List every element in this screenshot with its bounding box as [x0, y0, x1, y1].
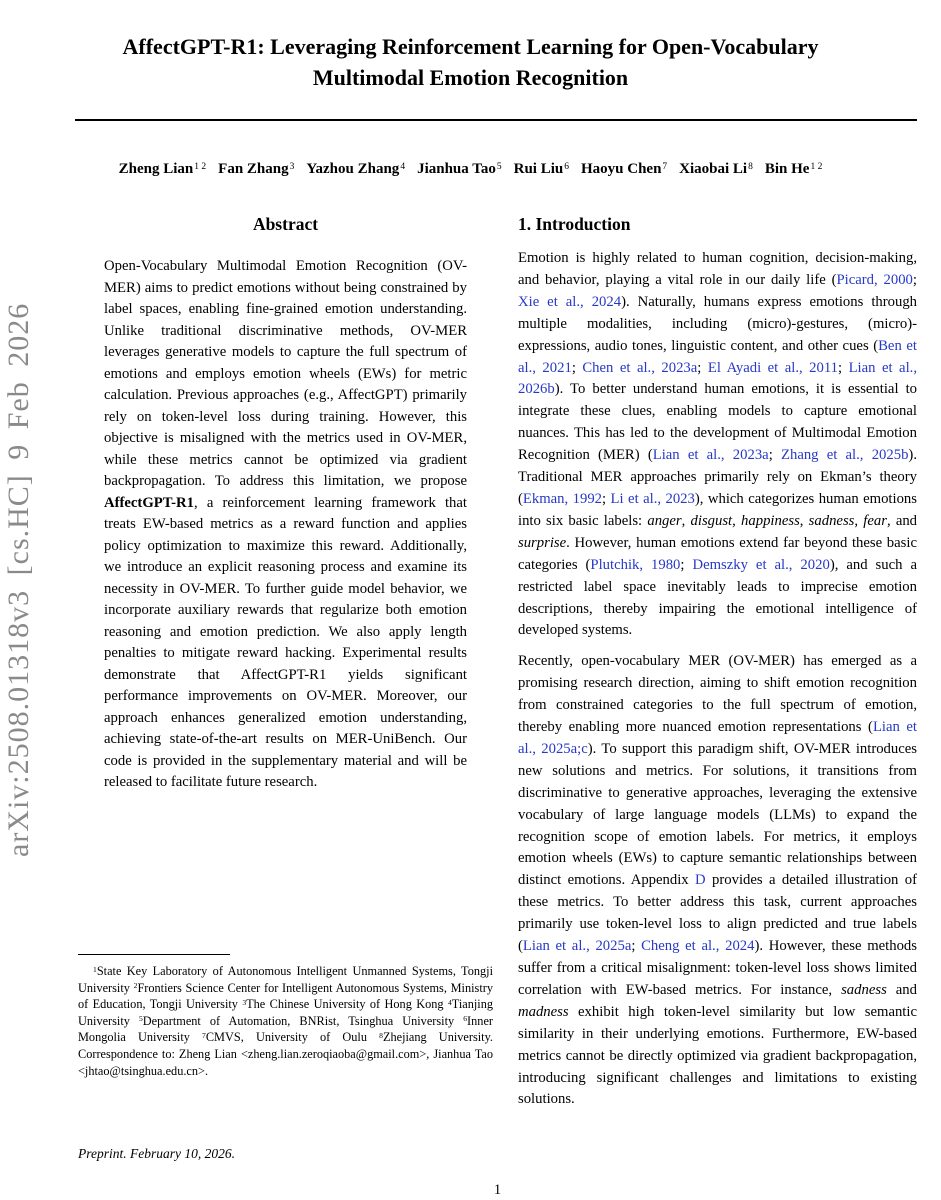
- author-name: Rui Liu: [513, 161, 564, 177]
- author-name: Haoyu Chen: [580, 161, 662, 177]
- paper-title-line1: AffectGPT-R1: Leveraging Reinforcement Learning for Open-Vocabulary: [122, 34, 819, 59]
- text-segment: 7: [202, 1030, 206, 1040]
- text-segment: ), and such a restricted label space inevitably leads to imprecise emotion descriptions, thereby impairing the emotional intelligence of developed systems.: [518, 556, 917, 639]
- text-segment: 4: [447, 997, 452, 1007]
- author-affiliation-sup: 4: [400, 161, 406, 172]
- text-segment: ;: [837, 359, 849, 376]
- introduction-section: [518, 214, 917, 1120]
- text-segment: ,: [732, 512, 742, 529]
- author-name: Zheng Lian: [118, 161, 194, 177]
- author: [679, 161, 753, 177]
- text-segment: anger: [647, 512, 682, 529]
- text-segment: 2: [133, 981, 138, 991]
- text-segment: Department of Automation, BNRist, Tsinghua University: [142, 1013, 464, 1028]
- text-segment: ;: [602, 490, 611, 507]
- text-segment: ;: [768, 447, 781, 464]
- text-segment: ). Naturally, humans express emotions through multiple modalities, including (micro)-gestures, (micro)-expressions, audio tones, linguistic content, and other cues (: [518, 293, 918, 354]
- intro-paragraph-1: [518, 248, 917, 642]
- text-segment: disgust: [690, 512, 733, 529]
- citation-link[interactable]: Cheng et al., 2024: [641, 938, 755, 955]
- text-segment: 8: [379, 1030, 383, 1040]
- author: [218, 161, 294, 177]
- text-segment: ;: [631, 938, 642, 955]
- author-name: Yazhou Zhang: [306, 161, 400, 177]
- text-segment: fear: [863, 512, 887, 529]
- text-segment: Inner Mongolia University: [78, 1013, 493, 1045]
- text-segment: Tianjing University: [78, 997, 493, 1028]
- citation-link[interactable]: Ben et al., 2021: [518, 337, 917, 376]
- text-segment: provides a detailed illustration of these metrics. To better address this task, current approaches primarily use token-level loss to align predicted and true labels (: [518, 872, 917, 955]
- author: [417, 161, 502, 177]
- citation-link[interactable]: Chen et al., 2023a: [582, 359, 698, 376]
- author-affiliation-sup: 3: [289, 161, 295, 172]
- text-segment: ). To support this paradigm shift, OV-MER introduces new solutions and metrics. For solutions, it transitions from discriminative to generative approaches, leveraging the extensive vocabulary of large language models (LLMs) to expand the recognition scope of emotion labels. For metrics, it employs emotion wheels (EWs) to capture semantic relationships between distinct emotions. Appendix: [518, 740, 918, 889]
- affiliation-footnote: [78, 963, 493, 1079]
- preprint-note: Preprint. February 10, 2026.: [78, 1146, 235, 1161]
- text-segment: happiness: [741, 512, 800, 529]
- text-segment: , a reinforcement learning framework that treats EW-based metrics as a reward function and applies policy optimization to maximize this reward. Additionally, we introduce an explicit reasoning process and examine its necessity in OV-MER. To further guide model behavior, we incorporate auxiliary rewards that regularize both emotion reasoning and emotion prediction. We also apply length penalties to mitigate reward hacking. Experimental results demonstrate that AffectGPT-R1 yields significant performance improvements on OV-MER. Moreover, our approach enhances generalized emotion understanding, achieving state-of-the-art results on MER-UniBench. Our code is provided in the supplementary material and will be released to facilitate future research.: [104, 494, 467, 790]
- author-name: Jianhua Tao: [417, 161, 496, 177]
- author: [765, 161, 822, 177]
- author-list: [40, 161, 901, 178]
- text-segment: madness: [518, 1003, 569, 1020]
- citation-link[interactable]: Lian et al., 2026b: [518, 359, 917, 398]
- author-name: Bin He: [764, 161, 810, 177]
- citation-link[interactable]: Xie et al., 2024: [518, 293, 622, 310]
- text-segment: ), which categorizes human emotions into six basic labels:: [518, 490, 917, 529]
- text-segment: State Key Laboratory of Autonomous Intelligent Unmanned Systems, Tongji University: [78, 964, 493, 995]
- citation-link[interactable]: Picard, 2000: [836, 271, 913, 288]
- text-segment: The Chinese University of Hong Kong: [246, 997, 448, 1012]
- text-segment: exhibit high token-level similarity but low semantic similarity in their underlying emotions. Furthermore, EW-based metrics cannot be directly optimized via gradient backpropagation, introducing significant challenges and limitations to existing solutions.: [518, 1003, 917, 1108]
- text-segment: sadness: [808, 512, 855, 529]
- text-segment: ,: [681, 512, 691, 529]
- abstract-heading: Abstract: [252, 214, 319, 234]
- text-segment: Zhejiang University. Correspondence to: Zheng Lian <zheng.lian.zeroqiaoba@gmail.com>, Jianhua Tao <jhtao@tsinghua.edu.cn>.: [78, 1030, 493, 1078]
- text-segment: AffectGPT-R1: [104, 494, 195, 511]
- text-segment: 1: [93, 964, 97, 974]
- arxiv-watermark: arXiv:2508.01318v3 [cs.HC] 9 Feb 2026: [2, 302, 35, 858]
- text-segment: 3: [242, 997, 247, 1007]
- citation-link[interactable]: Li et al., 2023: [610, 490, 695, 507]
- author: [119, 161, 207, 177]
- author: [514, 161, 569, 177]
- citation-link[interactable]: El Ayadi et al., 2011: [707, 359, 838, 376]
- citation-link[interactable]: Ekman, 1992: [522, 490, 603, 507]
- author-affiliation-sup: 1 2: [194, 161, 207, 172]
- text-segment: . However, human emotions extend far beyond these basic categories (: [518, 534, 917, 573]
- text-segment: 6: [463, 1014, 468, 1024]
- internal-ref-link[interactable]: D: [695, 872, 706, 889]
- text-segment: ,: [854, 512, 864, 529]
- text-segment: surprise: [518, 534, 567, 551]
- text-segment: ;: [680, 556, 693, 573]
- text-segment: ). However, these methods suffer from a critical misalignment: token-level loss shows limited correlation with EW-based metrics. For instance,: [518, 938, 917, 998]
- author-affiliation-sup: 6: [564, 161, 569, 172]
- footnote-rule: [78, 954, 230, 955]
- citation-link[interactable]: Lian et al., 2023a: [652, 447, 769, 464]
- text-segment: Frontiers Science Center for Intelligent Autonomous Systems, Ministry of Education, Tongji University: [78, 980, 493, 1012]
- text-segment: ;: [912, 271, 917, 288]
- text-segment: ,: [799, 512, 809, 529]
- author-affiliation-sup: 1 2: [810, 161, 823, 172]
- author-affiliation-sup: 7: [662, 161, 668, 172]
- intro-paragraph-2: [518, 651, 917, 1111]
- text-segment: 5: [138, 1014, 143, 1024]
- abstract-section: [78, 214, 493, 794]
- text-segment: Open-Vocabulary Multimodal Emotion Recognition (OV-MER) aims to predict emotions without being constrained by label spaces, enabling fine-grained emotion understanding. Unlike traditional discriminative methods, OV-MER leverages generative models to capture the full spectrum of emotions and employs emotion wheels (EWs) for metric calculation. Previous approaches (e.g., AffectGPT) primarily rely on token-level loss during training. However, this objective is misaligned with the metrics used in OV-MER, while these metrics cannot be optimized via gradient backpropagation. To address this limitation, we propose: [104, 258, 467, 489]
- citation-link[interactable]: Lian et al., 2025a;c: [518, 719, 917, 757]
- text-segment: ;: [571, 359, 583, 376]
- text-segment: , and: [886, 512, 918, 529]
- citation-link[interactable]: Zhang et al., 2025b: [781, 447, 909, 464]
- author: [581, 161, 667, 177]
- footnotes: [78, 963, 493, 1079]
- author: [306, 161, 405, 177]
- text-segment: Emotion is highly related to human cognition, decision-making, and behavior, playing a vital role in our daily life (: [518, 250, 917, 288]
- text-segment: sadness: [841, 981, 887, 998]
- text-segment: CMVS, University of Oulu: [205, 1030, 380, 1045]
- author-name: Fan Zhang: [218, 161, 289, 177]
- citation-link[interactable]: Lian et al., 2025a: [522, 938, 632, 955]
- paper-title-line2: Multimodal Emotion Recognition: [312, 65, 629, 90]
- citation-link[interactable]: Demszky et al., 2020: [692, 556, 830, 573]
- text-segment: Recently, open-vocabulary MER (OV-MER) has emerged as a promising research direction, aiming to shift emotion recognition from constrained categories to the full spectrum of emotion, thereby enabling more nuanced emotion representations (: [518, 653, 917, 736]
- text-segment: ). To better understand human emotions, it is essential to integrate these clues, enabling models to capture emotional nuances. This has led to the development of Multimodal Emotion Recognition (MER) (: [518, 381, 917, 464]
- text-segment: ). Traditional MER approaches primarily rely on Ekman’s theory (: [518, 447, 917, 507]
- abstract-paragraph: [104, 256, 467, 794]
- text-segment: and: [886, 981, 917, 998]
- title-rule: [75, 119, 917, 121]
- section-heading-introduction: 1. Introduction: [518, 214, 631, 234]
- author-affiliation-sup: 5: [496, 161, 502, 172]
- author-name: Xiaobai Li: [679, 161, 748, 177]
- page-number: 1: [493, 1182, 502, 1198]
- citation-link[interactable]: Plutchik, 1980: [590, 556, 681, 573]
- paper-title: [60, 31, 881, 93]
- text-segment: ;: [697, 359, 708, 376]
- author-affiliation-sup: 8: [748, 161, 753, 172]
